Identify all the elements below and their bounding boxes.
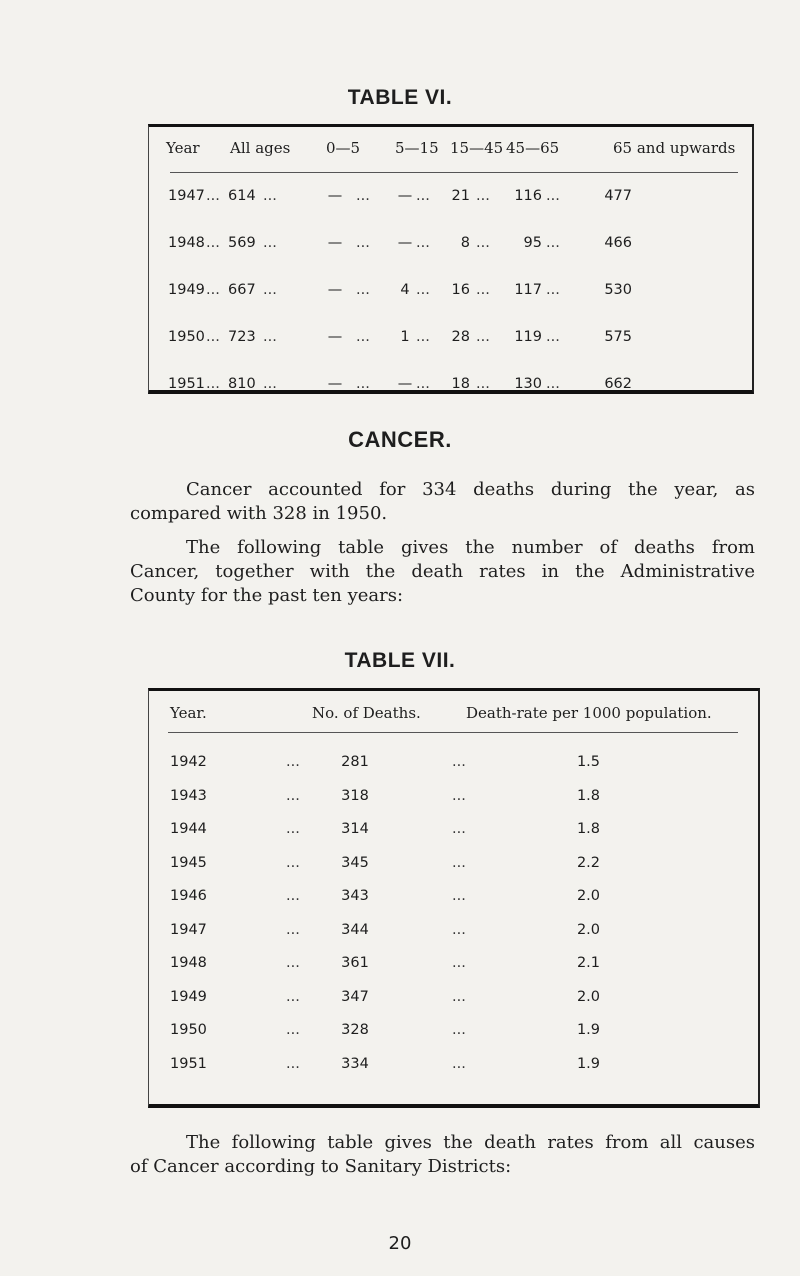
table-cell: 1948 — [170, 955, 207, 971]
table-cell: 1 — [400, 329, 410, 345]
leader-dots: ... — [476, 376, 490, 392]
leader-dots: ... — [416, 188, 430, 204]
leader-dots: ... — [476, 188, 490, 204]
paragraph-line: The following table gives the number of deaths from — [186, 537, 755, 558]
leader-dots: ... — [286, 1022, 300, 1038]
table-cell: 347 — [341, 988, 369, 1005]
table-cell: 314 — [341, 821, 369, 837]
leader-dots: ... — [286, 754, 300, 770]
table-cell: 1949 — [168, 282, 205, 298]
table-cell: 1943 — [170, 787, 207, 804]
leader-dots: ... — [206, 329, 220, 345]
table-vi-frame — [148, 124, 754, 394]
table-cell: 530 — [604, 282, 632, 298]
table-cell: 328 — [341, 1022, 369, 1038]
section-heading: CANCER. — [348, 427, 452, 452]
table-cell: 2.0 — [576, 921, 600, 938]
column-header: Year. — [170, 704, 207, 722]
table-cell: — — [397, 188, 413, 204]
table-cell: 28 — [451, 329, 470, 345]
leader-dots: ... — [452, 854, 466, 871]
table-cell: 130 — [514, 376, 542, 392]
table-cell: 614 — [228, 188, 256, 204]
table-cell: 1.9 — [576, 1022, 600, 1038]
table-cell: 343 — [341, 888, 369, 904]
paragraph-line: Cancer, together with the death rates in the Administrative — [130, 561, 755, 582]
table-cell: 361 — [341, 955, 369, 971]
column-header: 5—15 — [395, 139, 439, 157]
table-cell: 1947 — [168, 188, 205, 204]
table-cell: 1951 — [170, 1055, 207, 1072]
table-vii-title: TABLE VII. — [344, 649, 456, 672]
table-cell: 1.8 — [576, 821, 600, 837]
table-cell: 2.0 — [576, 988, 600, 1005]
paragraph — [130, 478, 755, 526]
page-number: 20 — [388, 1233, 412, 1254]
paragraph-line: County for the past ten years: — [130, 585, 404, 606]
leader-dots: ... — [356, 376, 370, 392]
leader-dots: ... — [452, 955, 466, 971]
leader-dots: ... — [286, 888, 300, 904]
table-cell: 569 — [228, 235, 256, 251]
table-cell: 1946 — [170, 888, 207, 904]
table-cell: 119 — [514, 329, 542, 345]
leader-dots: ... — [286, 921, 300, 938]
leader-dots: ... — [416, 282, 430, 298]
leader-dots: ... — [263, 235, 277, 251]
leader-dots: ... — [546, 188, 560, 204]
leader-dots: ... — [286, 787, 300, 804]
table-cell: 344 — [341, 921, 369, 938]
leader-dots: ... — [356, 235, 370, 251]
table-cell: 21 — [451, 188, 470, 204]
leader-dots: ... — [476, 282, 490, 298]
table-cell: 8 — [460, 235, 470, 251]
table-cell: 2.1 — [576, 955, 600, 971]
table-cell: 1950 — [170, 1022, 207, 1038]
leader-dots: ... — [546, 376, 560, 392]
table-vi-header-rule — [170, 172, 738, 173]
leader-dots: ... — [286, 821, 300, 837]
table-cell: 334 — [341, 1055, 369, 1072]
table-cell: — — [327, 376, 343, 392]
paragraph — [130, 536, 755, 608]
leader-dots: ... — [546, 282, 560, 298]
table-cell: 466 — [604, 235, 632, 251]
leader-dots: ... — [356, 282, 370, 298]
leader-dots: ... — [452, 787, 466, 804]
leader-dots: ... — [286, 988, 300, 1005]
table-cell: 477 — [604, 188, 632, 204]
table-cell: 1948 — [168, 235, 205, 251]
leader-dots: ... — [452, 1022, 466, 1038]
leader-dots: ... — [452, 821, 466, 837]
leader-dots: ... — [206, 282, 220, 298]
table-cell: — — [397, 376, 413, 392]
paragraph-line: of Cancer according to Sanitary Districts: — [130, 1156, 512, 1177]
table-cell: 345 — [341, 854, 369, 871]
table-cell: 667 — [228, 282, 256, 298]
paragraph-line: compared with 328 in 1950. — [130, 503, 388, 524]
table-cell: 1942 — [170, 754, 207, 770]
leader-dots: ... — [206, 376, 220, 392]
leader-dots: ... — [356, 188, 370, 204]
table-cell: 4 — [400, 282, 410, 298]
leader-dots: ... — [476, 235, 490, 251]
leader-dots: ... — [286, 854, 300, 871]
column-header: Year — [166, 139, 200, 157]
table-vii-header-rule — [168, 732, 738, 733]
leader-dots: ... — [416, 329, 430, 345]
table-cell: 1945 — [170, 854, 207, 871]
table-cell: — — [327, 282, 343, 298]
table-cell: 1949 — [170, 988, 207, 1005]
table-cell: 1.5 — [576, 754, 600, 770]
leader-dots: ... — [286, 955, 300, 971]
leader-dots: ... — [263, 329, 277, 345]
leader-dots: ... — [452, 1055, 466, 1072]
column-header: 0—5 — [326, 139, 361, 157]
table-cell: 1950 — [168, 329, 205, 345]
table-cell: 662 — [604, 376, 632, 392]
table-cell: — — [327, 235, 343, 251]
table-cell: 318 — [341, 787, 369, 804]
table-cell: 810 — [228, 376, 256, 392]
leader-dots: ... — [452, 988, 466, 1005]
column-header: No. of Deaths. — [312, 704, 421, 722]
leader-dots: ... — [206, 188, 220, 204]
table-cell: — — [397, 235, 413, 251]
table-cell: 1.8 — [576, 787, 600, 804]
paragraph — [130, 1131, 755, 1179]
leader-dots: ... — [263, 282, 277, 298]
table-cell: 16 — [451, 282, 470, 298]
column-header: All ages — [230, 139, 291, 157]
paragraph-line: Cancer accounted for 334 deaths during the year, as — [186, 479, 755, 500]
leader-dots: ... — [356, 329, 370, 345]
leader-dots: ... — [546, 329, 560, 345]
leader-dots: ... — [416, 235, 430, 251]
column-header: 45—65 — [506, 139, 560, 157]
table-cell: 117 — [514, 282, 542, 298]
leader-dots: ... — [416, 376, 430, 392]
table-cell: 95 — [523, 235, 542, 251]
table-cell: 2.2 — [576, 854, 600, 871]
paragraph-line: The following table gives the death rates from all causes — [186, 1132, 755, 1153]
leader-dots: ... — [476, 329, 490, 345]
column-header: Death-rate per 1000 population. — [466, 704, 712, 722]
column-header: 65 and upwards — [613, 139, 736, 157]
table-cell: 723 — [228, 329, 256, 345]
column-header: 15—45 — [450, 139, 504, 157]
leader-dots: ... — [452, 921, 466, 938]
table-cell: 1944 — [170, 821, 207, 837]
table-cell: 116 — [514, 188, 542, 204]
table-cell: 1947 — [170, 921, 207, 938]
table-cell: 2.0 — [576, 888, 600, 904]
table-vi-title: TABLE VI. — [347, 86, 453, 109]
leader-dots: ... — [263, 188, 277, 204]
table-cell: — — [327, 188, 343, 204]
leader-dots: ... — [546, 235, 560, 251]
leader-dots: ... — [206, 235, 220, 251]
table-cell: 281 — [341, 754, 369, 770]
table-cell: 18 — [451, 376, 470, 392]
table-cell: 1.9 — [576, 1055, 600, 1072]
leader-dots: ... — [452, 754, 466, 770]
table-cell: — — [327, 329, 343, 345]
leader-dots: ... — [452, 888, 466, 904]
table-cell: 575 — [604, 329, 632, 345]
leader-dots: ... — [263, 376, 277, 392]
table-cell: 1951 — [168, 376, 205, 392]
leader-dots: ... — [286, 1055, 300, 1072]
